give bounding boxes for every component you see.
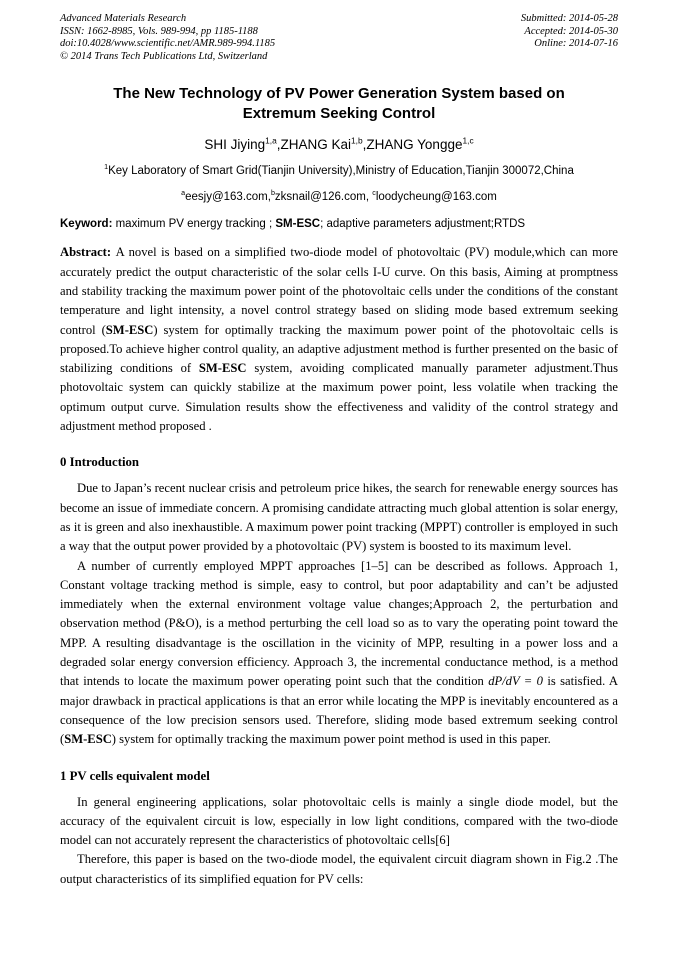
pv-model-paragraph-1: In general engineering applications, solar photovoltaic cells is mainly a single diode model, but the accuracy of the equivalent circuit is low, especially in low light conditions, compared with the two-diode model can not accurately represent the characteristics of photovoltaic cells[6] bbox=[60, 794, 618, 848]
journal-name: Advanced Materials Research bbox=[60, 13, 187, 24]
intro-paragraph-2: A number of currently employed MPPT approaches [1–5] can be described as follows. Approach 1, Constant voltage tracking method is simple, easy to control, but poor adaptability and can’t be adjusted immediately when the external environment voltage value changes;Approach 2, the perturbation and observation method (P&O), is a method perturbing the cell load so as to vary the operating point toward the MPP. A resulting disadvantage is the oscillation in the vicinity of MPP, resulting in a power loss and a degraded solar energy conversion efficiency. Approach 3, the incremental conductance method, is a method that intends to locate the maximum power operating point such that the condition dP/dV = 0 is satisfied. A major drawback in practical applications is that an error while locating the MPP is inevitably encountered as a consequence of the low precision sensors used. Therefore, sliding mode based extremum seeking control (SM-ESC) system for optimally tracking the maximum power point method is used in this paper. bbox=[60, 558, 618, 747]
journal-info bbox=[60, 13, 275, 63]
journal-doi: doi:10.4028/www.scientific.net/AMR.989-994.1185 bbox=[60, 38, 276, 50]
online-date: Online: 2014-07-16 bbox=[534, 38, 618, 50]
journal-copyright: © 2014 Trans Tech Publications Ltd, Switzerland bbox=[60, 50, 268, 62]
section-heading-introduction: 0 Introduction bbox=[60, 455, 140, 470]
intro-paragraph-1: Due to Japan’s recent nuclear crisis and petroleum price hikes, the search for renewable energy sources has become an issue of immediate concern. A promising candidate attracting much global attention is solar energy, as it is green and also inexhaustible. A maximum power point tracking (MPPT) controller is employed in such a way that the output power provided by a photovoltaic (PV) system is boosted to its maximum level. bbox=[60, 481, 618, 554]
emails-line: $^a$eesjy@163.com,$^b$zksnail@126.com, $^c$loodycheung@163.com bbox=[181, 189, 497, 204]
section-heading-pv-model: 1 PV cells equivalent model bbox=[60, 768, 210, 783]
keyword-line: Keyword: maximum PV energy tracking ; SM-ESC; adaptive parameters adjustment;RTDS bbox=[60, 218, 526, 231]
paper-title: The New Technology of PV Power Generation System based on Extremum Seeking Control bbox=[113, 85, 565, 123]
journal-header bbox=[60, 13, 618, 63]
affiliation-line: $^1$Key Laboratory of Smart Grid(Tianjin University),Ministry of Education,Tianjin 300072,China bbox=[104, 163, 574, 178]
submitted-date: Submitted: 2014-05-28 bbox=[520, 13, 618, 24]
journal-issn: ISSN: 1662-8985, Vols. 989-994, pp 1185-1188 bbox=[60, 25, 258, 37]
accepted-date: Accepted: 2014-05-30 bbox=[524, 25, 618, 37]
submission-dates bbox=[521, 13, 618, 63]
abstract-paragraph: Abstract: A novel is based on a simplified two-diode model of photovoltaic (PV) module,which can more accurately predict the output characteristic of the solar cells I-U curve. On this basis, Aiming at promptness and stability tracking the maximum power point of the photovoltaic cells under the conditions of the constant temperature and light intensity, a novel control strategy based on sliding mode based extremum seeking control (SM-ESC) system for optimally tracking the maximum power point of the photovoltaic cells is proposed.To achieve higher control quality, an adaptive adjustment method is further presented on the basic of stabilizing conditions of SM-ESC system, avoiding complicated manually parameter adjustment.Thus photovoltaic system can quickly stabilize at the maximum power point, less volatile when tracking the optimum output curve. Simulation results show the effectiveness and validity of the control strategy and adjustment method proposed . bbox=[60, 245, 618, 434]
authors-line: SHI Jiying$^{1,a}$,ZHANG Kai$^{1,b}$,ZHANG Yongge$^{1,c}$ bbox=[204, 135, 474, 153]
pv-model-paragraph-2: Therefore, this paper is based on the two-diode model, the equivalent circuit diagram shown in Fig.2 .The output characteristics of its simplified equation for PV cells: bbox=[60, 852, 618, 886]
